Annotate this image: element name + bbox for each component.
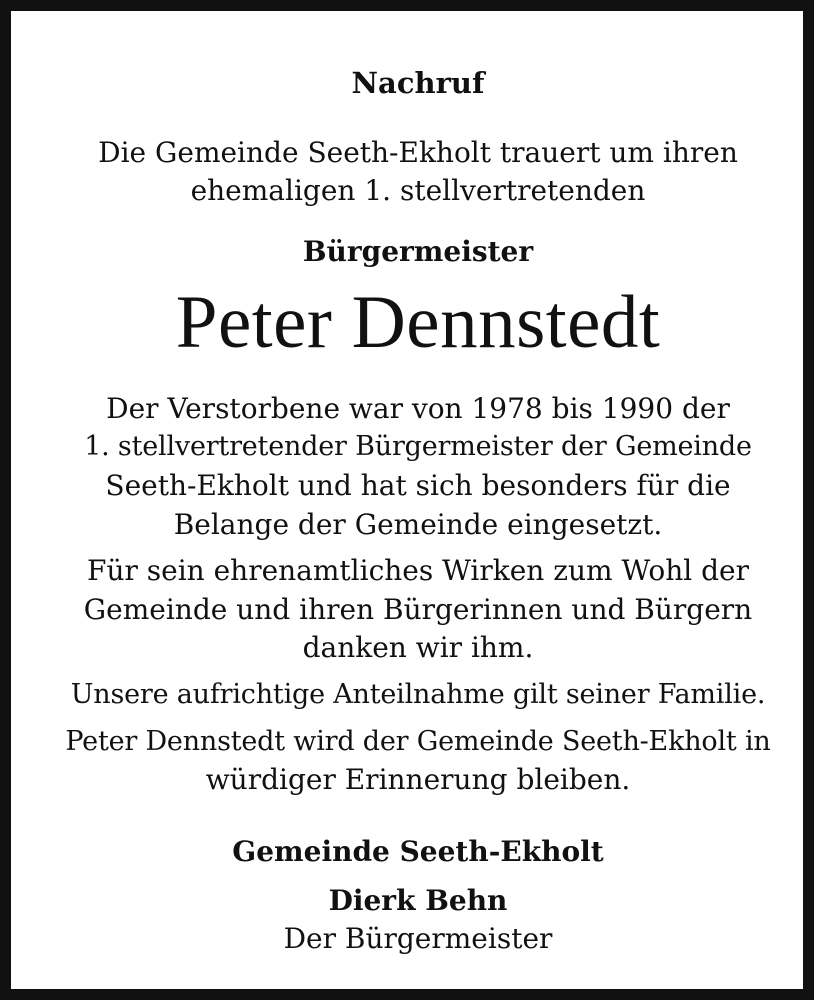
paragraph-4-line: würdiger Erinnerung bleiben. bbox=[205, 763, 631, 796]
paragraph-2-line: danken wir ihm. bbox=[302, 631, 534, 664]
paragraph-3-line: Unsere aufrichtige Anteilnahme gilt seiner Familie. bbox=[70, 679, 766, 710]
paragraph-1-line: Der Verstorbene war von 1978 bis 1990 der bbox=[106, 392, 730, 425]
paragraph-4-line: Peter Dennstedt wird der Gemeinde Seeth-Ekholt in bbox=[65, 726, 771, 757]
signer-title: Der Bürgermeister bbox=[283, 922, 553, 955]
paragraph-1-line: Belange der Gemeinde eingesetzt. bbox=[173, 508, 663, 541]
signer-name: Dierk Behn bbox=[328, 884, 508, 917]
signature-organization: Gemeinde Seeth-Ekholt bbox=[232, 835, 604, 868]
paragraph-1-line: Seeth-Ekholt und hat sich besonders für die bbox=[105, 469, 731, 502]
intro-line: Die Gemeinde Seeth-Ekholt trauert um ihren bbox=[98, 136, 738, 169]
notice-heading: Nachruf bbox=[351, 66, 485, 100]
paragraph-2-line: Gemeinde und ihren Bürgerinnen und Bürgern bbox=[83, 593, 753, 626]
role-title: Bürgermeister bbox=[302, 235, 534, 268]
deceased-name: Peter Dennstedt bbox=[175, 281, 661, 364]
paragraph-2-line: Für sein ehrenamtliches Wirken zum Wohl der bbox=[87, 554, 749, 587]
paragraph-1-line: 1. stellvertretender Bürgermeister der Gemeinde bbox=[84, 431, 752, 462]
intro-line: ehemaligen 1. stellvertretenden bbox=[190, 174, 646, 207]
